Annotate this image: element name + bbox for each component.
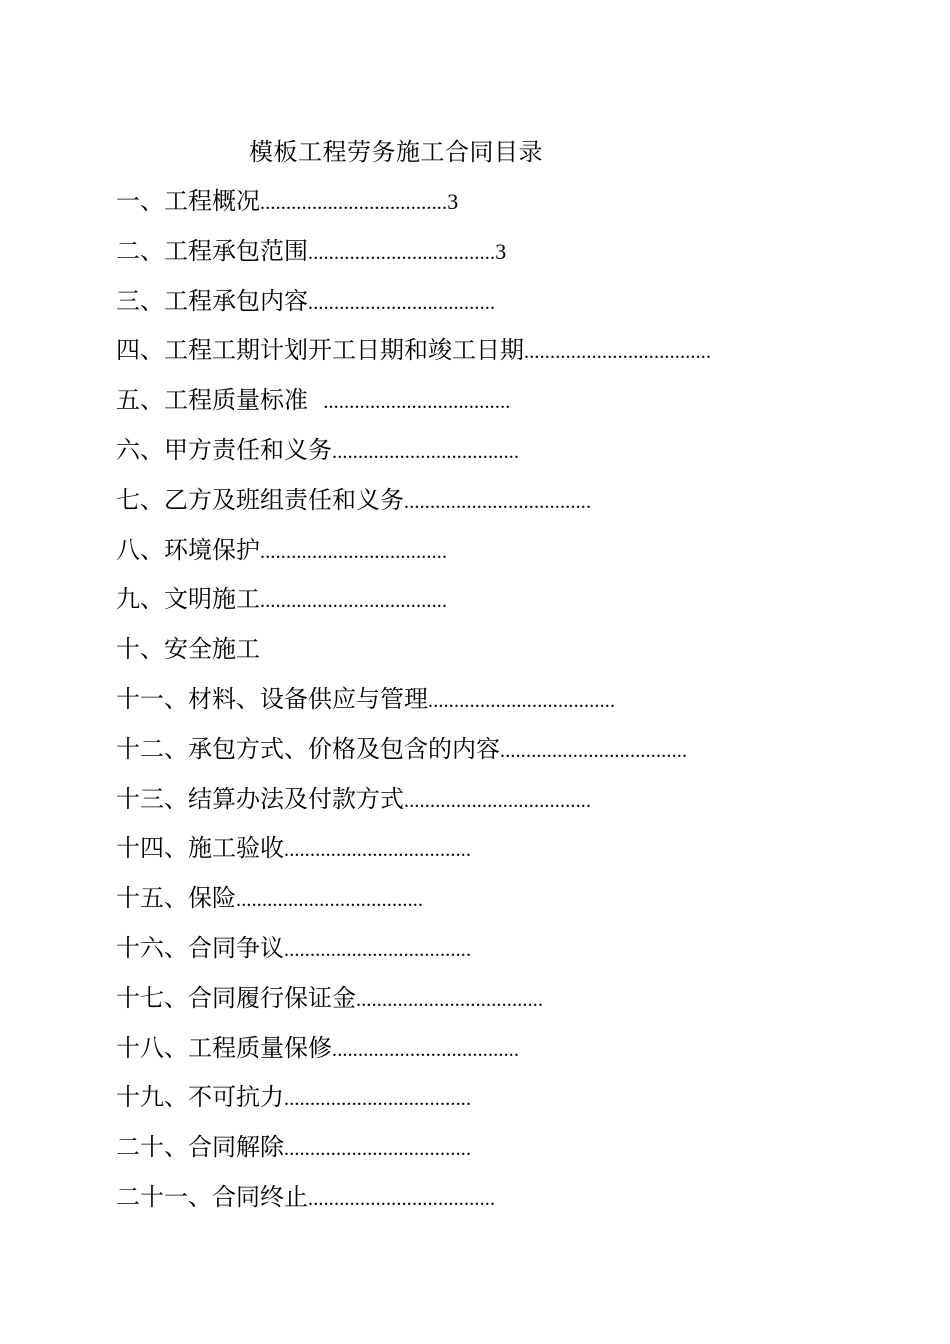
toc-page-number: 3: [447, 189, 459, 214]
toc-leader-dots: ....................................: [236, 889, 424, 912]
toc-entry-label: 二十、合同解除: [116, 1133, 284, 1162]
toc-leader-dots: ....................................: [308, 291, 496, 314]
toc-entry-label: 十三、结算办法及付款方式: [116, 784, 404, 813]
toc-entry[interactable]: [116, 880, 711, 930]
toc-leader-dots: ....................................: [260, 590, 448, 613]
toc-entry[interactable]: [116, 681, 711, 731]
toc-leader-dots: ....................................: [260, 540, 448, 563]
toc-entry[interactable]: [116, 781, 711, 831]
toc-entry[interactable]: [116, 532, 711, 582]
toc-leader-dots: ....................................: [323, 391, 511, 414]
toc-entry[interactable]: [116, 332, 711, 382]
toc-entry[interactable]: [116, 581, 711, 631]
toc-leader-dots: ....................................: [404, 490, 592, 513]
toc-entry[interactable]: [116, 930, 711, 980]
toc-entry-label: 二十一、合同终止: [116, 1182, 308, 1211]
toc-entry-label: 十九、不可抗力: [116, 1083, 284, 1112]
toc-entry[interactable]: [116, 382, 711, 432]
toc-leader-dots: ....................................: [332, 440, 520, 463]
toc-entry-label: 八、环境保护: [116, 535, 260, 564]
toc-entry-label: 十、安全施工: [116, 635, 260, 664]
toc-entry-label: 六、甲方责任和义务: [116, 435, 332, 464]
toc-entry[interactable]: [116, 432, 711, 482]
toc-entry[interactable]: [116, 731, 711, 781]
toc-entry-label: 三、工程承包内容: [116, 286, 308, 315]
toc-entry-label: 十四、施工验收: [116, 834, 284, 863]
toc-leader-dots: ....................................: [356, 988, 544, 1011]
toc-leader-dots: ....................................: [500, 739, 688, 762]
toc-entry[interactable]: [116, 1179, 711, 1229]
toc-entry[interactable]: [116, 830, 711, 880]
toc-leader-dots: ....................................: [332, 1038, 520, 1061]
toc-page-number: 3: [495, 238, 507, 264]
toc-leader-dots: ....................................: [308, 1187, 496, 1210]
toc-entry-label: 十二、承包方式、价格及包含的内容: [116, 734, 500, 763]
toc-leader-dots: ....................................: [428, 689, 616, 712]
toc-entry-label: 二、工程承包范围: [116, 236, 308, 265]
document-title: 模板工程劳务施工合同目录: [249, 138, 543, 166]
toc-leader-dots: ....................................: [284, 938, 472, 961]
toc-leader-dots: ....................................: [260, 192, 448, 214]
toc-entry[interactable]: [116, 283, 711, 333]
toc-entry-label: 十五、保险: [116, 884, 236, 913]
toc-entry-label: 十七、合同履行保证金: [116, 983, 356, 1012]
toc-entry-label: 九、文明施工: [116, 585, 260, 614]
toc-entry-label: 十一、材料、设备供应与管理: [116, 684, 428, 713]
toc-leader-dots: ....................................: [284, 1138, 472, 1161]
toc-leader-dots: ....................................: [308, 241, 496, 264]
toc-entry[interactable]: [116, 1030, 711, 1080]
toc-entry[interactable]: [116, 980, 711, 1030]
toc-entry-label: 四、工程工期计划开工日期和竣工日期: [116, 336, 524, 365]
table-of-contents: [116, 183, 711, 1229]
toc-entry-label: 五、工程质量标准: [116, 386, 324, 415]
toc-entry[interactable]: [116, 482, 711, 532]
toc-leader-dots: ....................................: [524, 341, 712, 364]
toc-entry[interactable]: [116, 1129, 711, 1179]
toc-entry-label: 一、工程概况: [116, 187, 260, 215]
toc-leader-dots: ....................................: [404, 789, 592, 812]
toc-leader-dots: ....................................: [284, 1088, 472, 1111]
toc-leader-dots: ....................................: [284, 839, 472, 862]
toc-entry[interactable]: [116, 183, 711, 233]
toc-entry[interactable]: [116, 233, 711, 283]
toc-entry[interactable]: [116, 631, 711, 681]
toc-entry-label: 十六、合同争议: [116, 933, 284, 962]
toc-entry-label: 十八、工程质量保修: [116, 1033, 332, 1062]
toc-entry[interactable]: [116, 1079, 711, 1129]
toc-entry-label: 七、乙方及班组责任和义务: [116, 485, 404, 514]
